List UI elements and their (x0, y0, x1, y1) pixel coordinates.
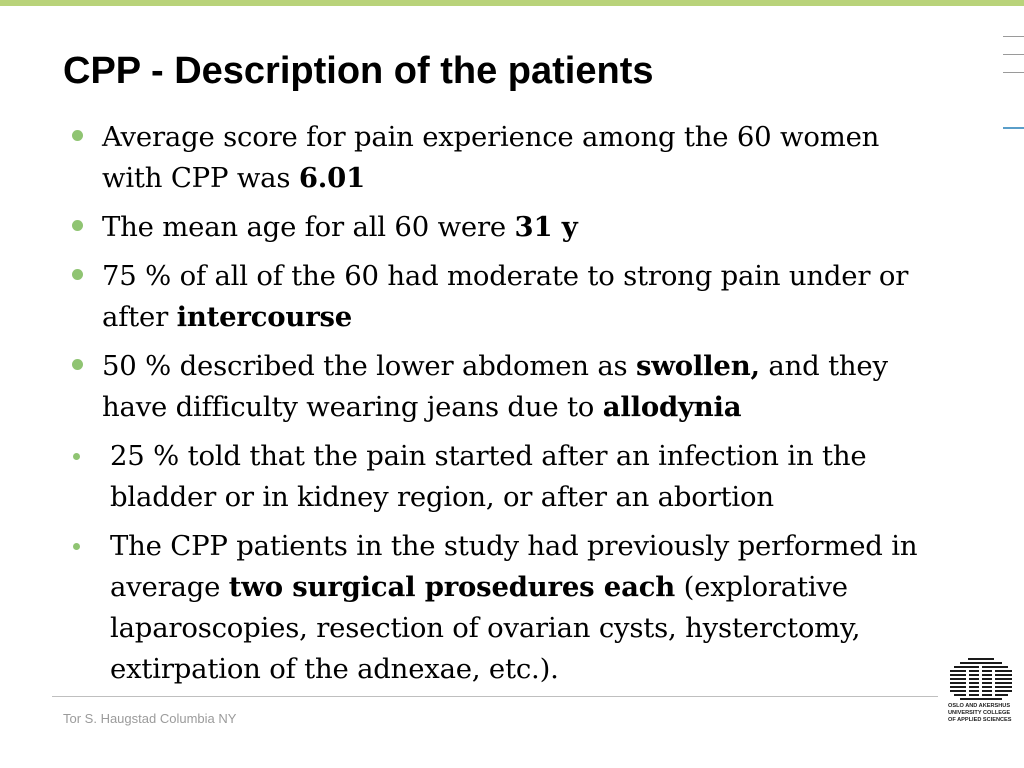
bullet-icon (72, 269, 83, 280)
bullet-text: 50 % described the lower abdomen as (102, 350, 637, 382)
bullet-emphasis: swollen, (636, 350, 760, 382)
bullet-icon (72, 359, 83, 370)
bullet-icon (73, 453, 80, 460)
bullet-text: (explorative laparoscopies, resection of ovarian cysts, hysterctomy, extirpation of the adnexae, etc.). (110, 571, 861, 685)
bullet-emphasis: 31 y (514, 211, 578, 243)
bullet-text: 25 % told that the pain started after an infection in the bladder or in kidney region, or after an abortion (110, 440, 867, 513)
bullet-text: 75 % of all of the 60 had moderate to strong pain under or after (102, 260, 909, 333)
bullet-emphasis: two surgical prosedures each (228, 571, 676, 603)
decor-line (1003, 36, 1024, 37)
bullet-item (63, 117, 943, 199)
bullet-item (63, 346, 943, 428)
decor-line (1003, 54, 1024, 55)
bullet-icon (72, 220, 83, 231)
bullet-item (63, 436, 943, 518)
bullet-icon (72, 130, 83, 141)
bullet-item (63, 256, 943, 338)
top-accent-bar (0, 0, 1024, 6)
bullet-emphasis: allodynia (602, 391, 742, 423)
bullet-item (63, 207, 943, 248)
bullet-list (63, 117, 943, 698)
bullet-emphasis: intercourse (176, 301, 353, 333)
decor-line-blue (1003, 127, 1024, 129)
slide-title: CPP - Description of the patients (63, 50, 654, 92)
footer-author: Tor S. Haugstad Columbia NY (63, 711, 237, 726)
bullet-text: The mean age for all 60 were (102, 211, 515, 243)
bullet-text: The CPP patients in the study had previously performed in average (110, 530, 918, 603)
decor-line (1003, 72, 1024, 73)
logo-line: OSLO AND AKERSHUS (948, 703, 1011, 709)
bullet-icon (73, 543, 80, 550)
logo-line: UNIVERSITY COLLEGE (948, 710, 1011, 716)
bullet-emphasis: 6.01 (298, 162, 366, 194)
logo-line: OF APPLIED SCIENCES (948, 717, 1012, 723)
bullet-item (63, 526, 943, 690)
bullet-text: and they have difficulty wearing jeans due to (102, 350, 888, 423)
logo-text (948, 703, 1020, 724)
bullet-text: Average score for pain experience among the 60 women with CPP was (102, 121, 880, 194)
footer-divider (52, 696, 938, 697)
